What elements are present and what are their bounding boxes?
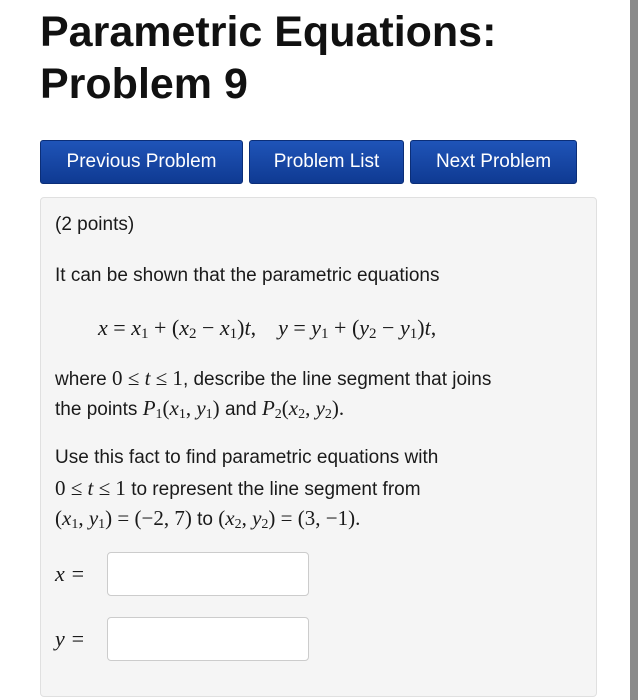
y-answer-label (55, 626, 85, 652)
x-answer-label (55, 561, 85, 587)
t-range-math-2: 0 ≤ t ≤ 1 (55, 476, 126, 500)
t-range-math: 0 ≤ t ≤ 1 (112, 366, 183, 390)
parametric-equation: $x = x_1 + (x_2 - x_1)t$, $y = y_1 + (y_2 - y_1)t$, (98, 315, 437, 342)
x-label-text: x = (55, 561, 86, 586)
point-p1-math: $P_1(x_1$, $y_1$) (142, 396, 220, 422)
problem-where-line (55, 363, 491, 395)
problem-navigation (40, 140, 577, 184)
and-text: and (224, 399, 257, 420)
previous-problem-button[interactable]: Previous Problem (40, 140, 243, 184)
describe-text: , describe the line segment that joins (182, 369, 492, 390)
x-answer-input[interactable] (107, 552, 309, 596)
page-title-line1: Parametric Equations: (40, 8, 497, 56)
start-point-math: ($x_1$, $y_1) = (-2$, 7) (55, 506, 192, 532)
represent-text: to represent the line segment from (131, 479, 421, 500)
end-point-math: ($x_2$, $y_2) = (3$, −1). (218, 506, 361, 532)
problem-use-line: Use this fact to find parametric equations with (55, 447, 439, 468)
y-label-text: y = (55, 626, 86, 651)
problem-intro: It can be shown that the parametric equations (55, 265, 440, 286)
scrollbar[interactable] (630, 0, 638, 700)
problem-list-button[interactable]: Problem List (249, 140, 404, 184)
problem-points-line (55, 393, 344, 430)
page-title (40, 6, 600, 110)
problem-points: (2 points) (55, 214, 135, 235)
to-text: to (197, 509, 213, 530)
points-text: the points (55, 399, 138, 420)
problem-represent-line (55, 473, 421, 505)
page-title-line2: Problem 9 (40, 60, 248, 108)
where-text: where (55, 369, 107, 390)
point-p2-math: $P_2(x_2$, $y_2$). (261, 396, 345, 422)
y-answer-input[interactable] (107, 617, 309, 661)
next-problem-button[interactable]: Next Problem (410, 140, 577, 184)
problem-endpoints-line (55, 503, 360, 540)
